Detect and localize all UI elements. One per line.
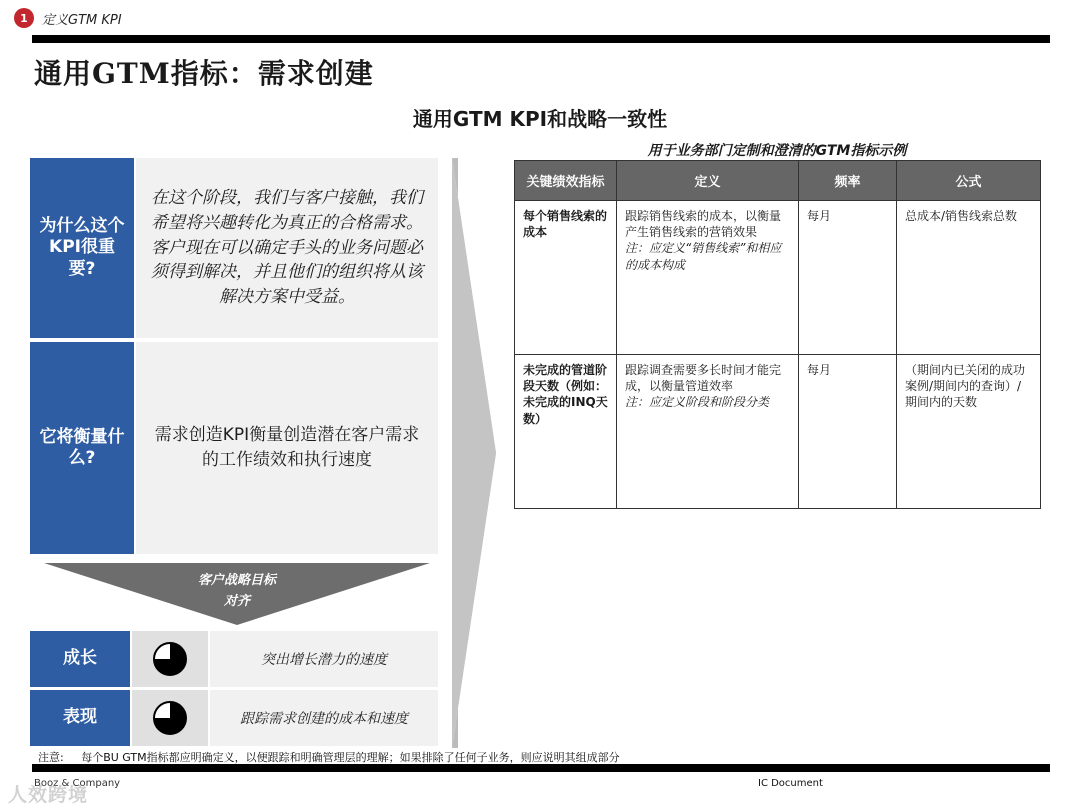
alignment-label-growth: 成长 bbox=[30, 631, 130, 687]
funnel-text-goals: 客户战略目标 bbox=[197, 573, 276, 588]
kpi-name-cell: 未完成的管道阶段天数（例如：未完成的INQ天数） bbox=[515, 355, 617, 509]
alignment-desc-growth: 突出增长潜力的速度 bbox=[210, 631, 438, 687]
what-measures-panel bbox=[136, 342, 438, 554]
formula-cell: 总成本/销售线索总数 bbox=[897, 201, 1041, 355]
why-important-label: 为什么这个KPI很重要? bbox=[30, 158, 134, 338]
definition-note: 注：应定义“销售线索”和相应的成本构成 bbox=[625, 241, 782, 272]
what-measures-label: 它将衡量什么? bbox=[30, 342, 134, 554]
footer-note bbox=[38, 749, 620, 765]
formula-cell: （期间内已关闭的成功案例/期间内的查询）/期间内的天数 bbox=[897, 355, 1041, 509]
header-formula: 公式 bbox=[897, 161, 1041, 201]
watermark: 人效跨境 bbox=[8, 784, 89, 806]
definition-cell bbox=[617, 355, 799, 509]
page-title: 通用GTM指标：需求创建 bbox=[34, 57, 374, 90]
harvey-ball-icon bbox=[152, 700, 188, 736]
alignment-label-performance: 表现 bbox=[30, 690, 130, 746]
chevron-right-icon bbox=[452, 158, 496, 748]
table-row bbox=[515, 355, 1041, 509]
definition-text: 跟踪销售线索的成本，以衡量产生销售线索的营销效果 bbox=[625, 209, 782, 240]
step-title: 定义GTM KPI bbox=[42, 13, 122, 28]
footer-note-text: 每个BU GTM指标都应明确定义，以便跟踪和明确管理层的理解；如果排除了任何子业务，则应说明其组成部分 bbox=[81, 751, 620, 764]
funnel-text-align: 对齐 bbox=[223, 594, 250, 609]
header-definition: 定义 bbox=[617, 161, 799, 201]
top-divider bbox=[32, 35, 1050, 43]
definition-note: 注：应定义阶段和阶段分类 bbox=[625, 395, 770, 410]
why-important-panel bbox=[136, 158, 438, 338]
table-caption: 用于业务部门定制和澄清的GTM指标示例 bbox=[647, 143, 907, 159]
document-label: IC Document bbox=[758, 778, 823, 789]
kpi-name-cell: 每个销售线索的成本 bbox=[515, 201, 617, 355]
footer-note-label: 注意: bbox=[38, 751, 64, 764]
kpi-table bbox=[514, 160, 1041, 509]
alignment-desc-performance: 跟踪需求创建的成本和速度 bbox=[210, 690, 438, 746]
header-kpi: 关键绩效指标 bbox=[515, 161, 617, 201]
definition-cell bbox=[617, 201, 799, 355]
header-frequency: 频率 bbox=[799, 161, 897, 201]
section-title: 通用GTM KPI和战略一致性 bbox=[412, 107, 668, 131]
frequency-cell: 每月 bbox=[799, 355, 897, 509]
growth-pie-cell bbox=[132, 631, 208, 687]
why-important-text: 在这个阶段，我们与客户接触，我们希望将兴趣转化为真正的合格需求。客户现在可以确定手头的业务问题必须得到解决，并且他们的组织将从该解决方案中受益。 bbox=[151, 188, 423, 307]
step-number-badge: 1 bbox=[14, 8, 34, 28]
performance-pie-cell bbox=[132, 690, 208, 746]
table-header-row bbox=[515, 161, 1041, 201]
frequency-cell: 每月 bbox=[799, 201, 897, 355]
definition-text: 跟踪调查需要多长时间才能完成，以衡量管道效率 bbox=[625, 363, 782, 394]
bottom-divider bbox=[32, 764, 1050, 772]
table-row bbox=[515, 201, 1041, 355]
what-measures-text: 需求创造KPI衡量创造潜在客户需求的工作绩效和执行速度 bbox=[154, 425, 420, 470]
company-name: Booz & Company bbox=[34, 778, 121, 789]
harvey-ball-icon bbox=[152, 641, 188, 677]
